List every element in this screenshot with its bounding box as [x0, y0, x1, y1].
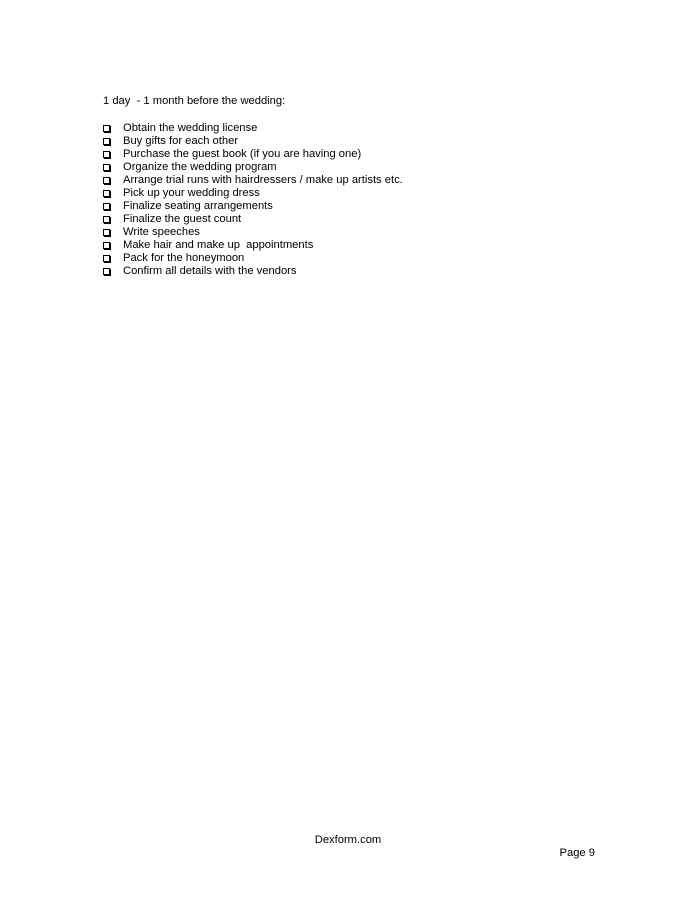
checkbox-icon — [103, 216, 110, 223]
checklist-item-label: Confirm all details with the vendors — [123, 265, 297, 277]
checkbox-icon — [103, 203, 110, 210]
checklist-item — [103, 265, 403, 278]
checkbox-icon — [103, 242, 110, 249]
checkbox-icon — [103, 190, 110, 197]
checkbox-icon — [103, 268, 110, 275]
wedding-checklist — [103, 122, 403, 278]
checklist-item — [103, 148, 403, 161]
checklist-item-label: Make hair and make up appointments — [123, 239, 314, 251]
checklist-item — [103, 213, 403, 226]
checkbox-icon — [103, 138, 110, 145]
checklist-item — [103, 187, 403, 200]
checklist-item — [103, 122, 403, 135]
checkbox-icon — [103, 151, 110, 158]
checklist-item-label: Buy gifts for each other — [123, 135, 239, 147]
checklist-item — [103, 252, 403, 265]
checklist-item-label: Finalize seating arrangements — [123, 200, 273, 212]
section-heading: 1 day - 1 month before the wedding: — [103, 95, 286, 107]
checklist-item-label: Purchase the guest book (if you are having one) — [123, 148, 362, 160]
checklist-item — [103, 174, 403, 187]
checklist-item-label: Obtain the wedding license — [123, 122, 258, 134]
checklist-item-label: Pack for the honeymoon — [123, 252, 245, 264]
footer-site-name: Dexform.com — [314, 834, 382, 846]
checkbox-icon — [103, 229, 110, 236]
checkbox-icon — [103, 164, 110, 171]
checklist-item-label: Organize the wedding program — [123, 161, 277, 173]
checklist-item — [103, 200, 403, 213]
checkbox-icon — [103, 177, 110, 184]
checklist-item — [103, 161, 403, 174]
checklist-item — [103, 226, 403, 239]
checklist-item — [103, 135, 403, 148]
checklist-item-label: Finalize the guest count — [123, 213, 242, 225]
checklist-item — [103, 239, 403, 252]
checklist-item-label: Arrange trial runs with hairdressers / make up artists etc. — [123, 174, 403, 186]
checkbox-icon — [103, 125, 110, 132]
checkbox-icon — [103, 255, 110, 262]
page-number: Page 9 — [559, 847, 595, 859]
checklist-item-label: Pick up your wedding dress — [123, 187, 260, 199]
checklist-item-label: Write speeches — [123, 226, 200, 238]
